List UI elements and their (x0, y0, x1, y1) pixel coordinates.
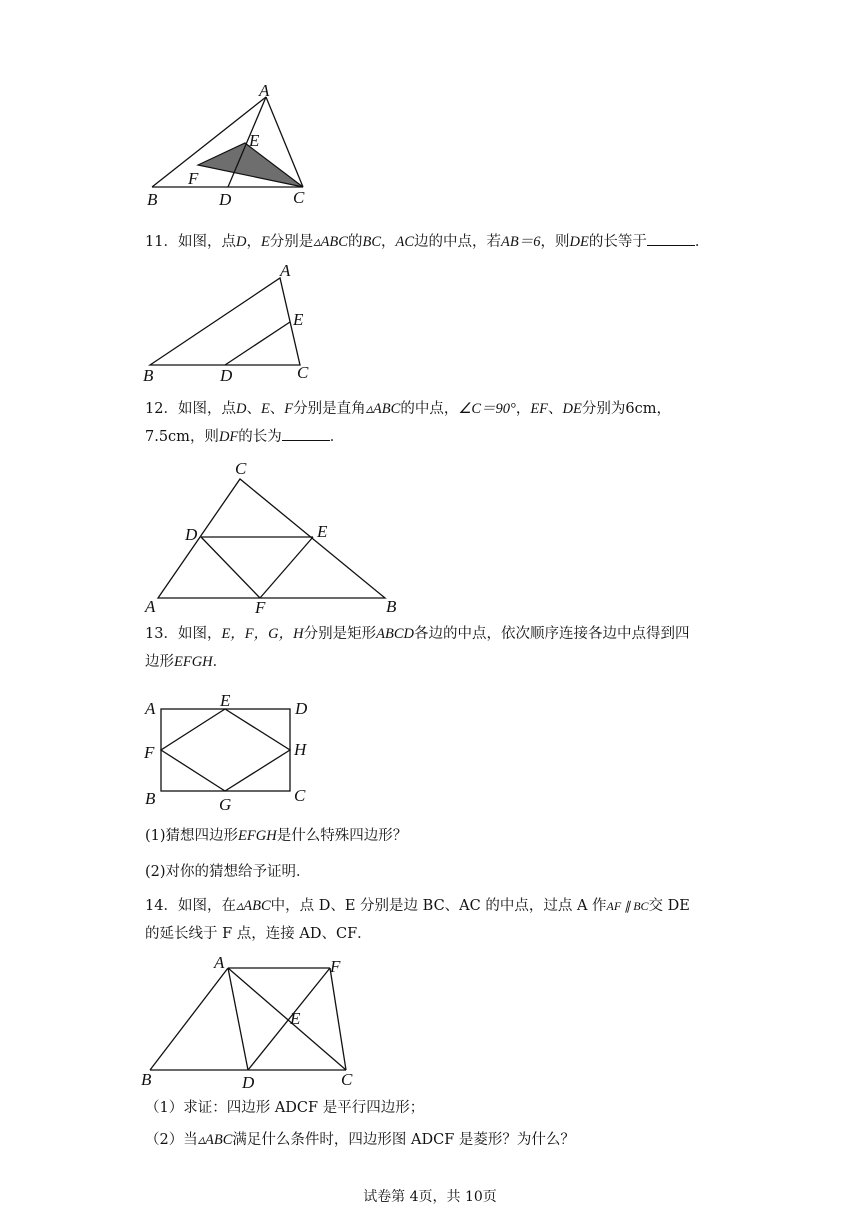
label-c: C (341, 1070, 353, 1089)
text: (2)对你的猜想给予证明． (145, 864, 311, 880)
var: D (235, 234, 247, 250)
var: AC (395, 234, 415, 250)
text: 边形 (145, 654, 174, 670)
label-d: D (295, 699, 308, 718)
var: EFGH (238, 828, 277, 844)
var: EFGH (174, 654, 213, 670)
var: DE (569, 234, 589, 250)
var: BC (362, 234, 381, 250)
var: ABCD (376, 626, 414, 642)
label-e: E (290, 1009, 301, 1028)
text: （1）求证：四边形 ADCF 是平行四边形； (145, 1100, 425, 1116)
text: 如图，点 (177, 401, 236, 417)
text: 各边的中点，依次顺序连接各边中点得到四 (413, 626, 690, 642)
var: ▵ABC (197, 1132, 233, 1148)
text: ，则 (189, 429, 219, 445)
text: ． (212, 654, 228, 670)
text: 、 (246, 401, 261, 417)
var: AB＝6 (501, 234, 541, 250)
text: ． (329, 429, 345, 445)
label-b: B (147, 190, 158, 209)
text: 、 (548, 401, 563, 417)
text: ， (381, 234, 396, 250)
var: D (235, 401, 247, 417)
var: E (260, 234, 270, 250)
var: EF (530, 401, 549, 417)
label-a: A (145, 597, 156, 616)
var: ∠C＝90° (458, 401, 516, 417)
var: E，F，G，H (221, 626, 304, 642)
label-e: E (220, 691, 231, 710)
edge-ac (228, 968, 346, 1070)
label-a: A (280, 261, 291, 280)
var: ▵ABC (235, 898, 271, 914)
label-c: C (235, 459, 247, 478)
text: 分别为 (581, 401, 626, 417)
value: 7.5cm (145, 429, 190, 445)
text: 如图，在 (177, 898, 236, 914)
label-c: C (293, 188, 305, 207)
text: 中，点 D、E 分别是边 BC、AC 的中点，过点 A 作 (270, 898, 607, 914)
label-d: D (219, 190, 232, 209)
label-d: D (185, 525, 198, 544)
text: 的长等于 (588, 234, 647, 250)
text: 的延长线于 F 点，连接 AD、CF． (145, 926, 372, 942)
text: 分别是直角 (293, 401, 366, 417)
label-h: H (294, 740, 307, 759)
text: ，则 (540, 234, 570, 250)
var: F (284, 401, 294, 417)
var: ▵ABC (365, 401, 401, 417)
label-e: E (249, 131, 260, 150)
label-f: F (255, 598, 266, 617)
label-d: D (242, 1073, 255, 1092)
label-f: F (188, 169, 199, 188)
var: AF ∥ BC (606, 899, 649, 913)
text: 的长为 (238, 429, 282, 445)
text: 如图，点 (177, 234, 236, 250)
question-14-sub2 (145, 1126, 725, 1154)
var: DE (562, 401, 582, 417)
question-14-sub1 (145, 1094, 725, 1122)
label-a: A (145, 699, 156, 718)
question-number: 11． (145, 234, 178, 250)
text: 的中点， (400, 401, 459, 417)
label-a: A (214, 953, 225, 972)
text: ， (515, 401, 531, 417)
label-d: D (220, 366, 233, 385)
var: ▵ABC (313, 234, 348, 250)
text: （2）当 (145, 1132, 198, 1148)
question-number: 14． (145, 898, 178, 914)
page-footer: 试卷第 4页，共 10页 (363, 1189, 497, 1205)
text: 交 DE (648, 898, 690, 914)
text: 、 (269, 401, 285, 417)
var: DF (218, 429, 239, 445)
label-g: G (219, 795, 232, 814)
label-c: C (297, 363, 309, 382)
label-f: F (144, 743, 155, 762)
label-a: A (259, 81, 270, 100)
edge-ab (150, 968, 228, 1070)
text: 满足什么条件时，四边形图 ADCF 是菱形？为什么？ (232, 1132, 575, 1148)
label-e: E (293, 310, 304, 329)
text: 分别是矩形 (303, 626, 377, 642)
value: 6cm (625, 401, 657, 417)
text: ， (656, 401, 671, 417)
text: 如图， (177, 626, 222, 642)
text: 的 (347, 234, 363, 250)
text: 分别是 (269, 234, 314, 250)
var: E (260, 401, 270, 417)
question-number: 12． (145, 401, 178, 417)
question-number: 13． (145, 626, 178, 642)
label-c: C (294, 786, 306, 805)
label-b: B (143, 366, 154, 385)
text: ． (694, 234, 710, 250)
text: 边的中点，若 (414, 234, 502, 250)
edge-df (248, 968, 330, 1070)
label-f: F (330, 957, 341, 976)
label-e: E (317, 522, 328, 541)
edge-fc (330, 968, 346, 1070)
label-b: B (386, 597, 397, 616)
text: (1)猜想四边形 (145, 828, 239, 844)
label-b: B (145, 789, 156, 808)
text: 是什么特殊四边形？ (276, 828, 408, 844)
label-b: B (141, 1070, 152, 1089)
text: ， (246, 234, 261, 250)
